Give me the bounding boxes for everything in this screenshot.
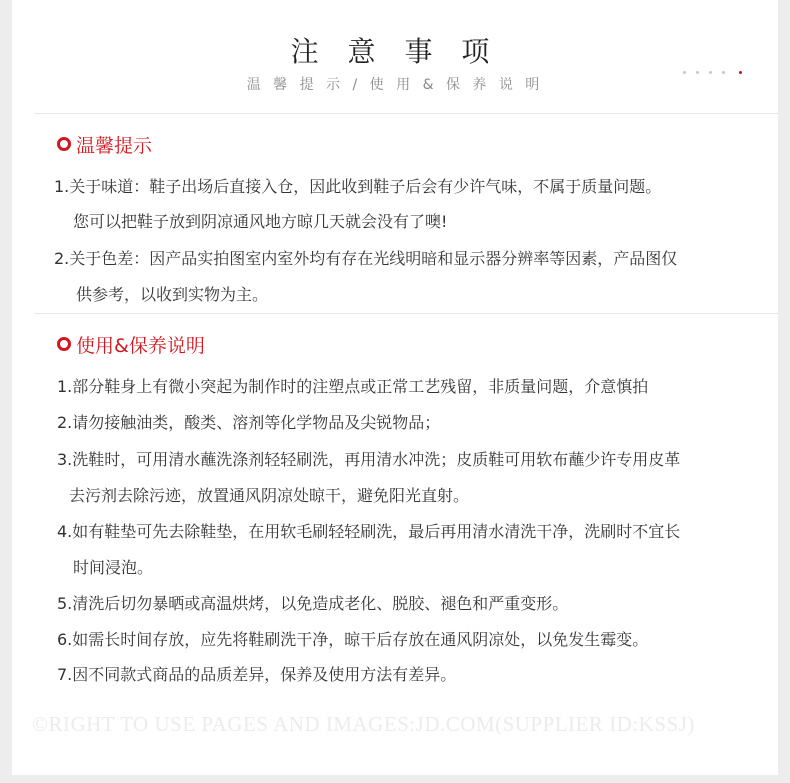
care-line: 3.洗鞋时，可用清水蘸洗涤剂轻轻刷洗，再用清水冲洗；皮质鞋可用软布蘸少许专用皮革 [57, 450, 681, 469]
ring-bullet-icon [57, 137, 71, 151]
section-divider [35, 313, 778, 314]
care-line: 7.因不同款式商品的品质差异，保养及使用方法有差异。 [57, 665, 457, 684]
care-line: 去污剂去除污迹，放置通风阴凉处晾干，避免阳光直射。 [69, 486, 470, 505]
section-header-care [57, 332, 205, 356]
red-dot-icon [739, 71, 742, 74]
header-divider [35, 113, 778, 114]
tip-line: 您可以把鞋子放到阴凉通风地方晾几天就会没有了噢! [73, 212, 448, 231]
page-subtitle: 温 馨 提 示 / 使 用 & 保 养 说 明 [246, 77, 544, 93]
care-line: 5.清洗后切勿暴晒或高温烘烤，以免造成老化、脱胶、褪色和严重变形。 [57, 594, 569, 613]
care-line: 2.请勿接触油类，酸类、溶剂等化学物品及尖锐物品； [57, 413, 441, 432]
dot-icon [696, 71, 699, 74]
copyright-watermark: ©RIGHT TO USE PAGES AND IMAGES:JD.COM(SUPPLIER ID:KSSJ) [32, 712, 695, 736]
dot-icon [722, 71, 725, 74]
section-title: 温馨提示 [76, 134, 153, 157]
dot-icon [709, 71, 712, 74]
section-header-tips [57, 132, 152, 156]
dot-icon [683, 71, 686, 74]
care-line: 时间浸泡。 [73, 558, 154, 577]
tip-line: 1.关于味道：鞋子出场后直接入仓，因此收到鞋子后会有少许气味，不属于质量问题。 [54, 177, 662, 196]
tip-line: 2.关于色差：因产品实拍图室内室外均有存在光线明暗和显示器分辨率等因素，产品图仅 [54, 249, 678, 268]
page-title: 注 意 事 项 [290, 35, 500, 68]
tip-line: 供参考，以收到实物为主。 [76, 285, 269, 304]
care-line: 6.如需长时间存放，应先将鞋刷洗干净，晾干后存放在通风阴凉处，以免发生霉变。 [57, 630, 649, 649]
section-title: 使用&保养说明 [76, 334, 205, 357]
ring-bullet-icon [57, 337, 71, 351]
care-line: 1.部分鞋身上有微小突起为制作时的注塑点或正常工艺残留，非质量问题，介意慎拍 [57, 377, 649, 396]
care-line: 4.如有鞋垫可先去除鞋垫，在用软毛刷轻轻刷洗，最后再用清水清洗干净，洗刷时不宜长 [57, 522, 681, 541]
